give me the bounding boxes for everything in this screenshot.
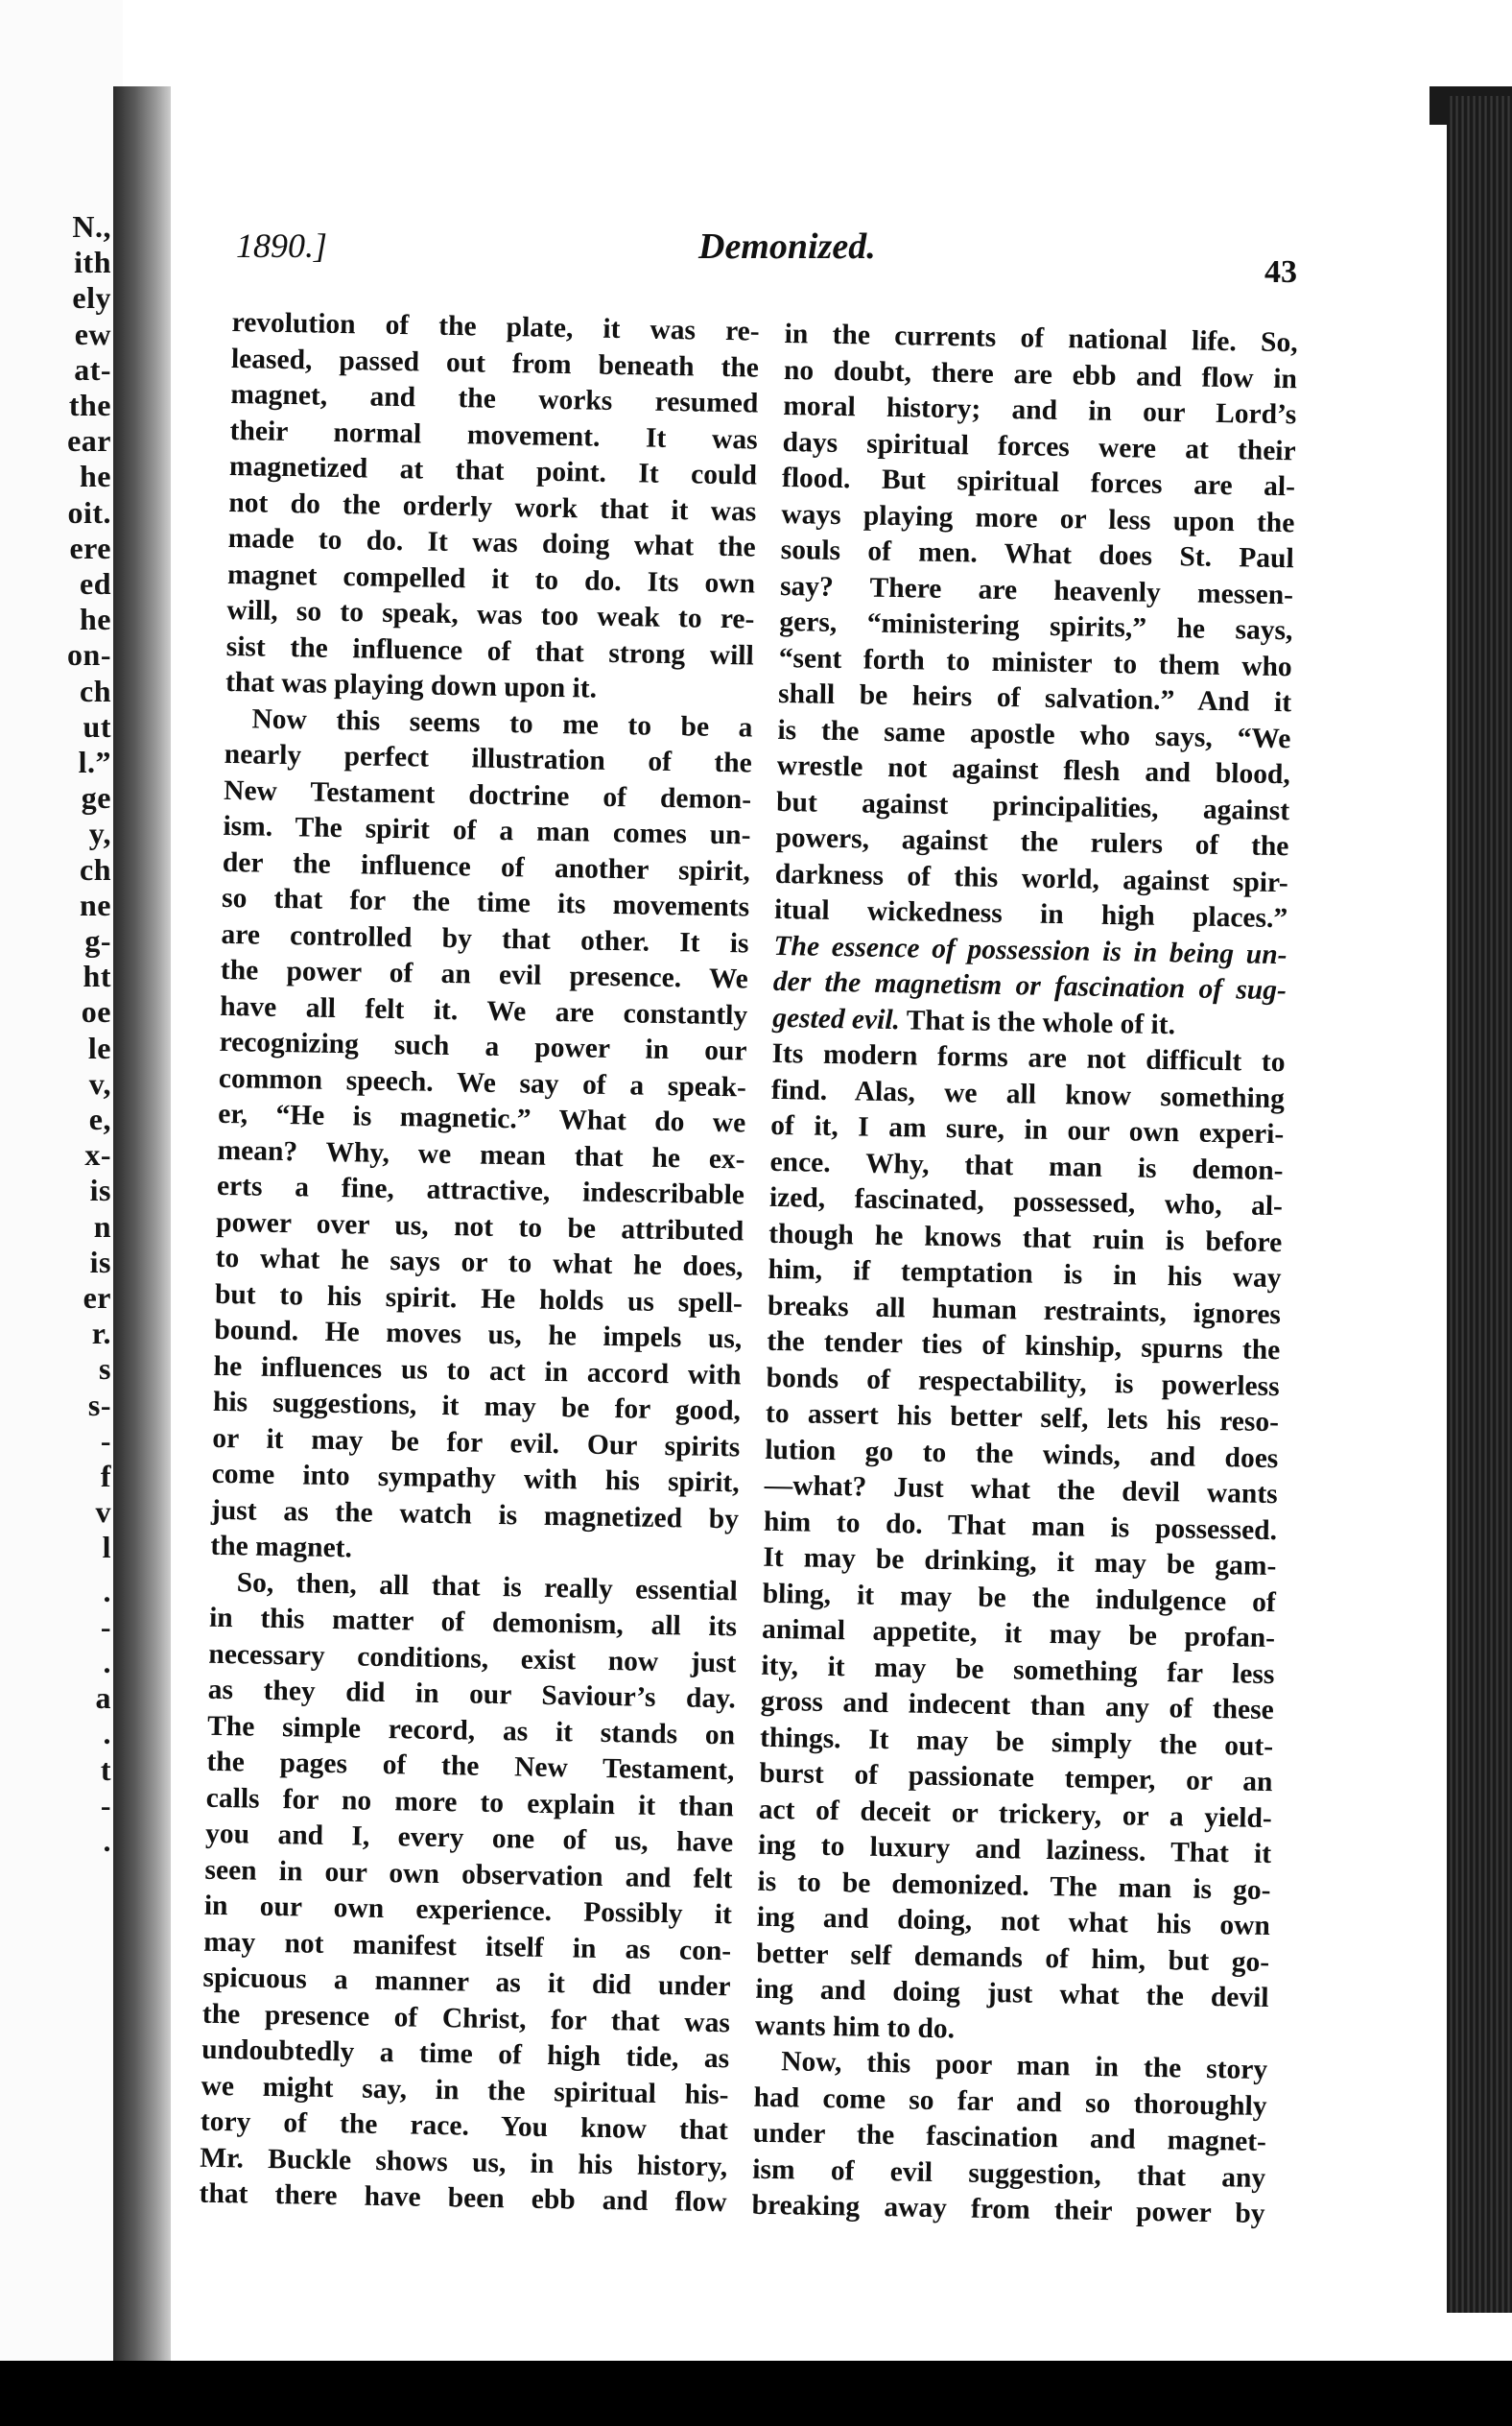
facing-page-fragment: . bbox=[103, 1823, 111, 1858]
text-line: is the same apostle who says, “We bbox=[777, 714, 1291, 754]
text-line: power over us, not to be attributed bbox=[216, 1206, 744, 1247]
text-line: him, if temptation is in his way bbox=[768, 1253, 1282, 1295]
facing-page-fragment: t bbox=[100, 1751, 111, 1787]
facing-page-fragment: a bbox=[95, 1680, 111, 1716]
text-line: no doubt, there are ebb and flow in bbox=[783, 354, 1298, 394]
text-line: will, so to speak, was too weak to re- bbox=[226, 594, 755, 635]
text-line: are controlled by that other. It is bbox=[221, 918, 749, 959]
text-line: gers, “ministering spirits,” he says, bbox=[779, 606, 1293, 647]
facing-page-fragment: ely bbox=[72, 280, 111, 316]
text-line: may not manifest itself in as con- bbox=[202, 1926, 732, 1966]
facing-page-fragment: n bbox=[93, 1208, 111, 1244]
text-line: darkness of this world, against spir- bbox=[774, 858, 1289, 898]
facing-page-fragment: x- bbox=[84, 1137, 111, 1173]
text-line: better self demands of him, but go- bbox=[755, 1938, 1270, 1978]
text-line: souls of men. What does St. Paul bbox=[780, 534, 1294, 575]
text-line: recognizing such a power in our bbox=[219, 1026, 747, 1067]
facing-page-fragment: ear bbox=[67, 423, 111, 459]
facing-page-fragment: at- bbox=[74, 351, 111, 387]
text-line: ism of evil suggestion, that any bbox=[752, 2153, 1266, 2194]
text-line: days spiritual forces were at their bbox=[782, 426, 1296, 466]
running-head-year: 1890.] bbox=[236, 226, 328, 265]
facing-page-fragment: he bbox=[80, 602, 111, 637]
facing-page-fragment: e, bbox=[88, 1102, 111, 1136]
text-line: The essence of possession is in being un- bbox=[773, 930, 1288, 970]
text-line: The simple record, as it stands on bbox=[206, 1710, 736, 1750]
facing-page-fragment: ith bbox=[74, 245, 111, 280]
facing-page-fragment: s- bbox=[87, 1387, 111, 1422]
scan-border-bottom bbox=[0, 2361, 1512, 2426]
text-line: —what? Just what the devil wants bbox=[764, 1469, 1278, 1510]
text-line: So, then, all that is really essential bbox=[236, 1566, 738, 1606]
facing-page-fragment: . bbox=[103, 1573, 111, 1608]
facing-page-fragment: - bbox=[100, 1608, 111, 1644]
text-line: in the currents of national life. So, bbox=[784, 318, 1298, 359]
text-line: mean? Why, we mean that he ex- bbox=[217, 1134, 745, 1175]
text-line: act of deceit or trickery, or a yield- bbox=[758, 1794, 1273, 1834]
text-line: have all felt it. We are constantly bbox=[219, 990, 748, 1031]
facing-page-fragment: v bbox=[95, 1494, 111, 1530]
text-line: burst of passionate temper, or an bbox=[759, 1757, 1273, 1798]
text-line: that was playing down upon it. bbox=[224, 666, 598, 704]
text-line: ence. Why, that man is demon- bbox=[769, 1146, 1284, 1186]
text-line: bling, it may be the indulgence of bbox=[762, 1578, 1276, 1618]
text-line: gross and indecent than any of these bbox=[760, 1685, 1275, 1726]
text-line: “sent forth to minister to them who bbox=[778, 642, 1292, 682]
italic-phrase: gested evil. bbox=[771, 1002, 901, 1035]
text-line: the magnet. bbox=[210, 1530, 353, 1564]
text-line: flood. But spiritual forces are al- bbox=[781, 462, 1296, 503]
facing-page-fragment: the bbox=[68, 388, 111, 422]
text-line: common speech. We say of a speak- bbox=[218, 1062, 747, 1103]
text-line: made to do. It was doing what the bbox=[227, 522, 756, 563]
facing-page-fragment: ch bbox=[80, 851, 111, 887]
facing-page-fragment: s bbox=[99, 1351, 111, 1387]
text-line: the power of an evil presence. We bbox=[220, 954, 749, 995]
text-line: sist the influence of that strong will bbox=[225, 630, 754, 672]
text-line: animal appetite, it may be profan- bbox=[761, 1613, 1276, 1654]
text-phrase: That is the whole of it. bbox=[899, 1004, 1176, 1040]
text-line: bound. He moves us, he impels us, bbox=[214, 1314, 743, 1355]
facing-page-fragment: he bbox=[80, 459, 111, 494]
text-line: ized, fascinated, possessed, who, al- bbox=[768, 1181, 1284, 1223]
text-line: magnet, and the works resumed bbox=[230, 378, 759, 419]
facing-page-fragment: ut bbox=[83, 708, 111, 744]
text-line: though he knows that ruin is before bbox=[768, 1218, 1283, 1258]
facing-page-fragment: - bbox=[100, 1422, 111, 1458]
text-line: their normal movement. It was bbox=[229, 415, 758, 456]
facing-page-fragment: . bbox=[103, 1645, 111, 1679]
text-line: New Testament doctrine of demon- bbox=[223, 774, 752, 816]
facing-page-edge bbox=[0, 0, 123, 2426]
facing-page-fragment: l bbox=[102, 1530, 111, 1565]
text-line: the presence of Christ, for that was bbox=[201, 1998, 731, 2038]
book-gutter-shadow bbox=[113, 86, 175, 2361]
text-line: spicuous a manner as it did under bbox=[202, 1962, 731, 2003]
text-line: Mr. Buckle shows us, in his history, bbox=[200, 2142, 728, 2182]
text-line: der the influence of another spirit, bbox=[222, 846, 751, 888]
text-line: that there have been ebb and flow bbox=[199, 2177, 727, 2219]
text-line: him to do. That man is possessed. bbox=[763, 1506, 1278, 1546]
text-line: ways playing more or less upon the bbox=[781, 498, 1295, 538]
text-line: powers, against the rulers of the bbox=[775, 821, 1289, 863]
page-number: 43 bbox=[1264, 254, 1297, 290]
facing-page-fragment: le bbox=[87, 1030, 111, 1065]
text-line: tory of the race. You know that bbox=[200, 2105, 729, 2147]
text-line: he influences us to act in accord with bbox=[213, 1350, 742, 1391]
text-line: you and I, every one of us, have bbox=[204, 1818, 734, 1859]
text-line: revolution of the plate, it was re- bbox=[231, 306, 760, 347]
text-line: under the fascination and magnet- bbox=[752, 2117, 1267, 2158]
facing-page-fragment: ed bbox=[80, 566, 111, 601]
text-line: breaks all human restraints, ignores bbox=[767, 1290, 1282, 1330]
text-line: not do the orderly work that it was bbox=[228, 487, 757, 528]
text-line: Now, this poor man in the story bbox=[780, 2046, 1268, 2086]
text-line: magnetized at that point. It could bbox=[228, 450, 758, 491]
text-line: nearly perfect illustration of the bbox=[224, 738, 753, 779]
text-line: of it, I am sure, in our own experi- bbox=[770, 1109, 1285, 1151]
text-line: Its modern forms are not difficult to bbox=[771, 1037, 1286, 1079]
facing-page-fragment: is bbox=[89, 1244, 111, 1279]
facing-page-fragment: y, bbox=[88, 816, 111, 851]
text-line: It may be drinking, it may be gam- bbox=[763, 1541, 1277, 1582]
text-line: ing and doing just what the devil bbox=[755, 1973, 1269, 2014]
facing-page-fragment: ere bbox=[69, 530, 111, 565]
text-line: magnet compelled it to do. Its own bbox=[226, 559, 756, 600]
text-line: or it may be for evil. Our spirits bbox=[212, 1422, 741, 1463]
text-line: is to be demonized. The man is go- bbox=[757, 1866, 1271, 1906]
facing-page-fragment: - bbox=[100, 1787, 111, 1822]
facing-page-fragment: ch bbox=[80, 673, 111, 708]
text-line: undoubtedly a time of high tide, as bbox=[201, 2034, 730, 2075]
text-column-right bbox=[751, 317, 1298, 2233]
facing-page-fragment: ne bbox=[80, 887, 111, 922]
text-column-left bbox=[199, 305, 760, 2222]
text-line: lution go to the winds, and does bbox=[765, 1434, 1279, 1474]
text-line: but against principalities, against bbox=[775, 786, 1290, 826]
facing-page-fragment: l.” bbox=[78, 745, 111, 779]
page-edges bbox=[1447, 96, 1512, 2313]
facing-page-fragment: is bbox=[89, 1173, 111, 1208]
text-line: moral history; and in our Lord’s bbox=[783, 390, 1297, 431]
facing-page-fragment: on- bbox=[67, 637, 111, 673]
running-head-title: Demonized. bbox=[698, 226, 876, 267]
facing-page-fragment: f bbox=[100, 1459, 111, 1493]
text-line: itual wickedness in high places.” bbox=[773, 893, 1288, 935]
text-line: wrestle not against flesh and blood, bbox=[776, 749, 1291, 791]
text-line: things. It may be simply the out- bbox=[759, 1722, 1274, 1762]
text-line: shall be heirs of salvation.” And it bbox=[777, 678, 1292, 719]
facing-page-fragment: r. bbox=[91, 1316, 111, 1351]
text-line: we might say, in the spiritual his- bbox=[201, 2070, 729, 2110]
text-line: to what he says or to what he does, bbox=[215, 1242, 744, 1283]
facing-page-fragment: ge bbox=[81, 780, 111, 816]
facing-page-fragment: v, bbox=[88, 1065, 111, 1101]
text-line: but to his spirit. He holds us spell- bbox=[214, 1278, 744, 1319]
facing-page-fragment: er bbox=[83, 1280, 111, 1315]
text-line: had come so far and so thoroughly bbox=[753, 2081, 1267, 2122]
text-line: so that for the time its movements bbox=[221, 882, 750, 923]
text-line: the tender ties of kinship, spurns the bbox=[767, 1325, 1281, 1367]
facing-page-fragment: oit. bbox=[67, 494, 111, 530]
text-line: erts a fine, attractive, indescribable bbox=[216, 1170, 745, 1211]
facing-page-fragment: ht bbox=[83, 959, 111, 994]
text-line: say? There are heavenly messen- bbox=[779, 570, 1294, 610]
text-line: ing and doing, not what his own bbox=[756, 1901, 1271, 1942]
facing-page-fragment: . bbox=[103, 1716, 111, 1751]
text-line: his suggestions, it may be for good, bbox=[212, 1386, 742, 1427]
text-line: ing to luxury and laziness. That it bbox=[757, 1829, 1272, 1870]
facing-page-fragment: oe bbox=[81, 994, 111, 1030]
text-line: er, “He is magnetic.” What do we bbox=[218, 1098, 746, 1139]
text-line: calls for no more to explain it than bbox=[205, 1782, 735, 1822]
text-line: necessary conditions, exist now just bbox=[208, 1638, 737, 1678]
text-line: find. Alas, we all know something bbox=[770, 1074, 1286, 1114]
text-line: leased, passed out from beneath the bbox=[230, 343, 760, 384]
facing-page-fragment: N., bbox=[72, 209, 111, 244]
text-line: breaking away from their power by bbox=[751, 2189, 1265, 2230]
facing-page-fragment: g- bbox=[84, 923, 111, 958]
text-line: der the magnetism or fascination of sug- bbox=[772, 965, 1288, 1007]
facing-page-fragment: ew bbox=[74, 316, 111, 351]
text-line: come into sympathy with his spirit, bbox=[211, 1458, 740, 1499]
text-line: seen in our own observation and felt bbox=[204, 1854, 733, 1894]
text-line: the pages of the New Testament, bbox=[206, 1746, 735, 1787]
text-line: wants him to do. bbox=[754, 2010, 956, 2044]
text-line: Now this seems to me to be a bbox=[251, 702, 753, 744]
text-line: ity, it may be something far less bbox=[761, 1650, 1275, 1690]
text-line: as they did in our Saviour’s day. bbox=[207, 1674, 737, 1715]
text-line: in this matter of demonism, all its bbox=[208, 1602, 738, 1643]
text-line: bonds of respectability, is powerless bbox=[766, 1362, 1280, 1402]
text-line: just as the watch is magnetized by bbox=[210, 1494, 740, 1534]
text-line: to assert his better self, lets his reso- bbox=[765, 1397, 1280, 1439]
text-line: ism. The spirit of a man comes un- bbox=[223, 810, 751, 851]
text-line: in our own experience. Possibly it bbox=[203, 1890, 733, 1931]
